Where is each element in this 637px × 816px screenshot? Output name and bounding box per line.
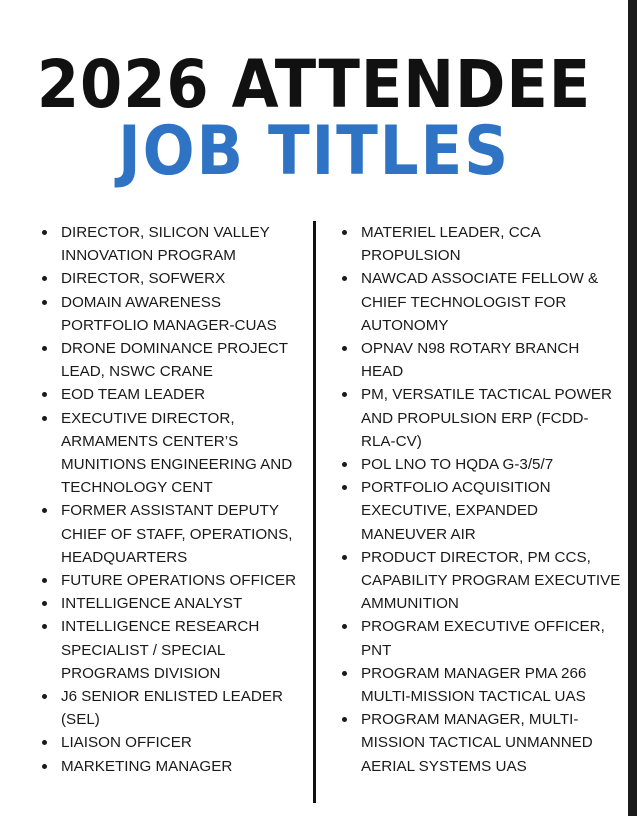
list-item: DIRECTOR, SOFWERX	[39, 267, 311, 290]
list-item: EOD TEAM LEADER	[39, 383, 311, 406]
job-titles-left-column	[39, 221, 311, 778]
list-item: J6 SENIOR ENLISTED LEADER (SEL)	[39, 685, 311, 731]
list-item: INTELLIGENCE ANALYST	[39, 592, 311, 615]
list-item: DOMAIN AWARENESS PORTFOLIO MANAGER-CUAS	[39, 291, 311, 337]
list-item: OPNAV N98 ROTARY BRANCH HEAD	[339, 337, 623, 383]
list-item: PROGRAM EXECUTIVE OFFICER, PNT	[339, 615, 623, 661]
list-item: POL LNO TO HQDA G-3/5/7	[339, 453, 623, 476]
list-item: LIAISON OFFICER	[39, 731, 311, 754]
list-item: INTELLIGENCE RESEARCH SPECIALIST / SPECIAL PROGRAMS DIVISION	[39, 615, 311, 685]
job-titles-right-column	[339, 221, 623, 778]
list-item: PORTFOLIO ACQUISITION EXECUTIVE, EXPANDED MANEUVER AIR	[339, 476, 623, 546]
list-item: FORMER ASSISTANT DEPUTY CHIEF OF STAFF, OPERATIONS, HEADQUARTERS	[39, 499, 311, 569]
page-subtitle: JOB TITLES	[118, 112, 510, 191]
list-item: DRONE DOMINANCE PROJECT LEAD, NSWC CRANE	[39, 337, 311, 383]
list-item: MARKETING MANAGER	[39, 755, 311, 778]
page-title: 2026 ATTENDEE	[36, 46, 592, 123]
list-item: FUTURE OPERATIONS OFFICER	[39, 569, 311, 592]
page-edge-bar	[628, 0, 637, 816]
list-item: PRODUCT DIRECTOR, PM CCS, CAPABILITY PROGRAM EXECUTIVE AMMUNITION	[339, 546, 623, 616]
list-item: NAWCAD ASSOCIATE FELLOW & CHIEF TECHNOLOGIST FOR AUTONOMY	[339, 267, 623, 337]
column-divider	[313, 221, 316, 803]
list-item: PM, VERSATILE TACTICAL POWER AND PROPULSION ERP (FCDD-RLA-CV)	[339, 383, 623, 453]
list-item: EXECUTIVE DIRECTOR, ARMAMENTS CENTER’S MUNITIONS ENGINEERING AND TECHNOLOGY CENT	[39, 407, 311, 500]
list-item: DIRECTOR, SILICON VALLEY INNOVATION PROGRAM	[39, 221, 311, 267]
list-item: PROGRAM MANAGER, MULTI-MISSION TACTICAL UNMANNED AERIAL SYSTEMS UAS	[339, 708, 623, 778]
list-item: PROGRAM MANAGER PMA 266 MULTI-MISSION TACTICAL UAS	[339, 662, 623, 708]
list-item: MATERIEL LEADER, CCA PROPULSION	[339, 221, 623, 267]
